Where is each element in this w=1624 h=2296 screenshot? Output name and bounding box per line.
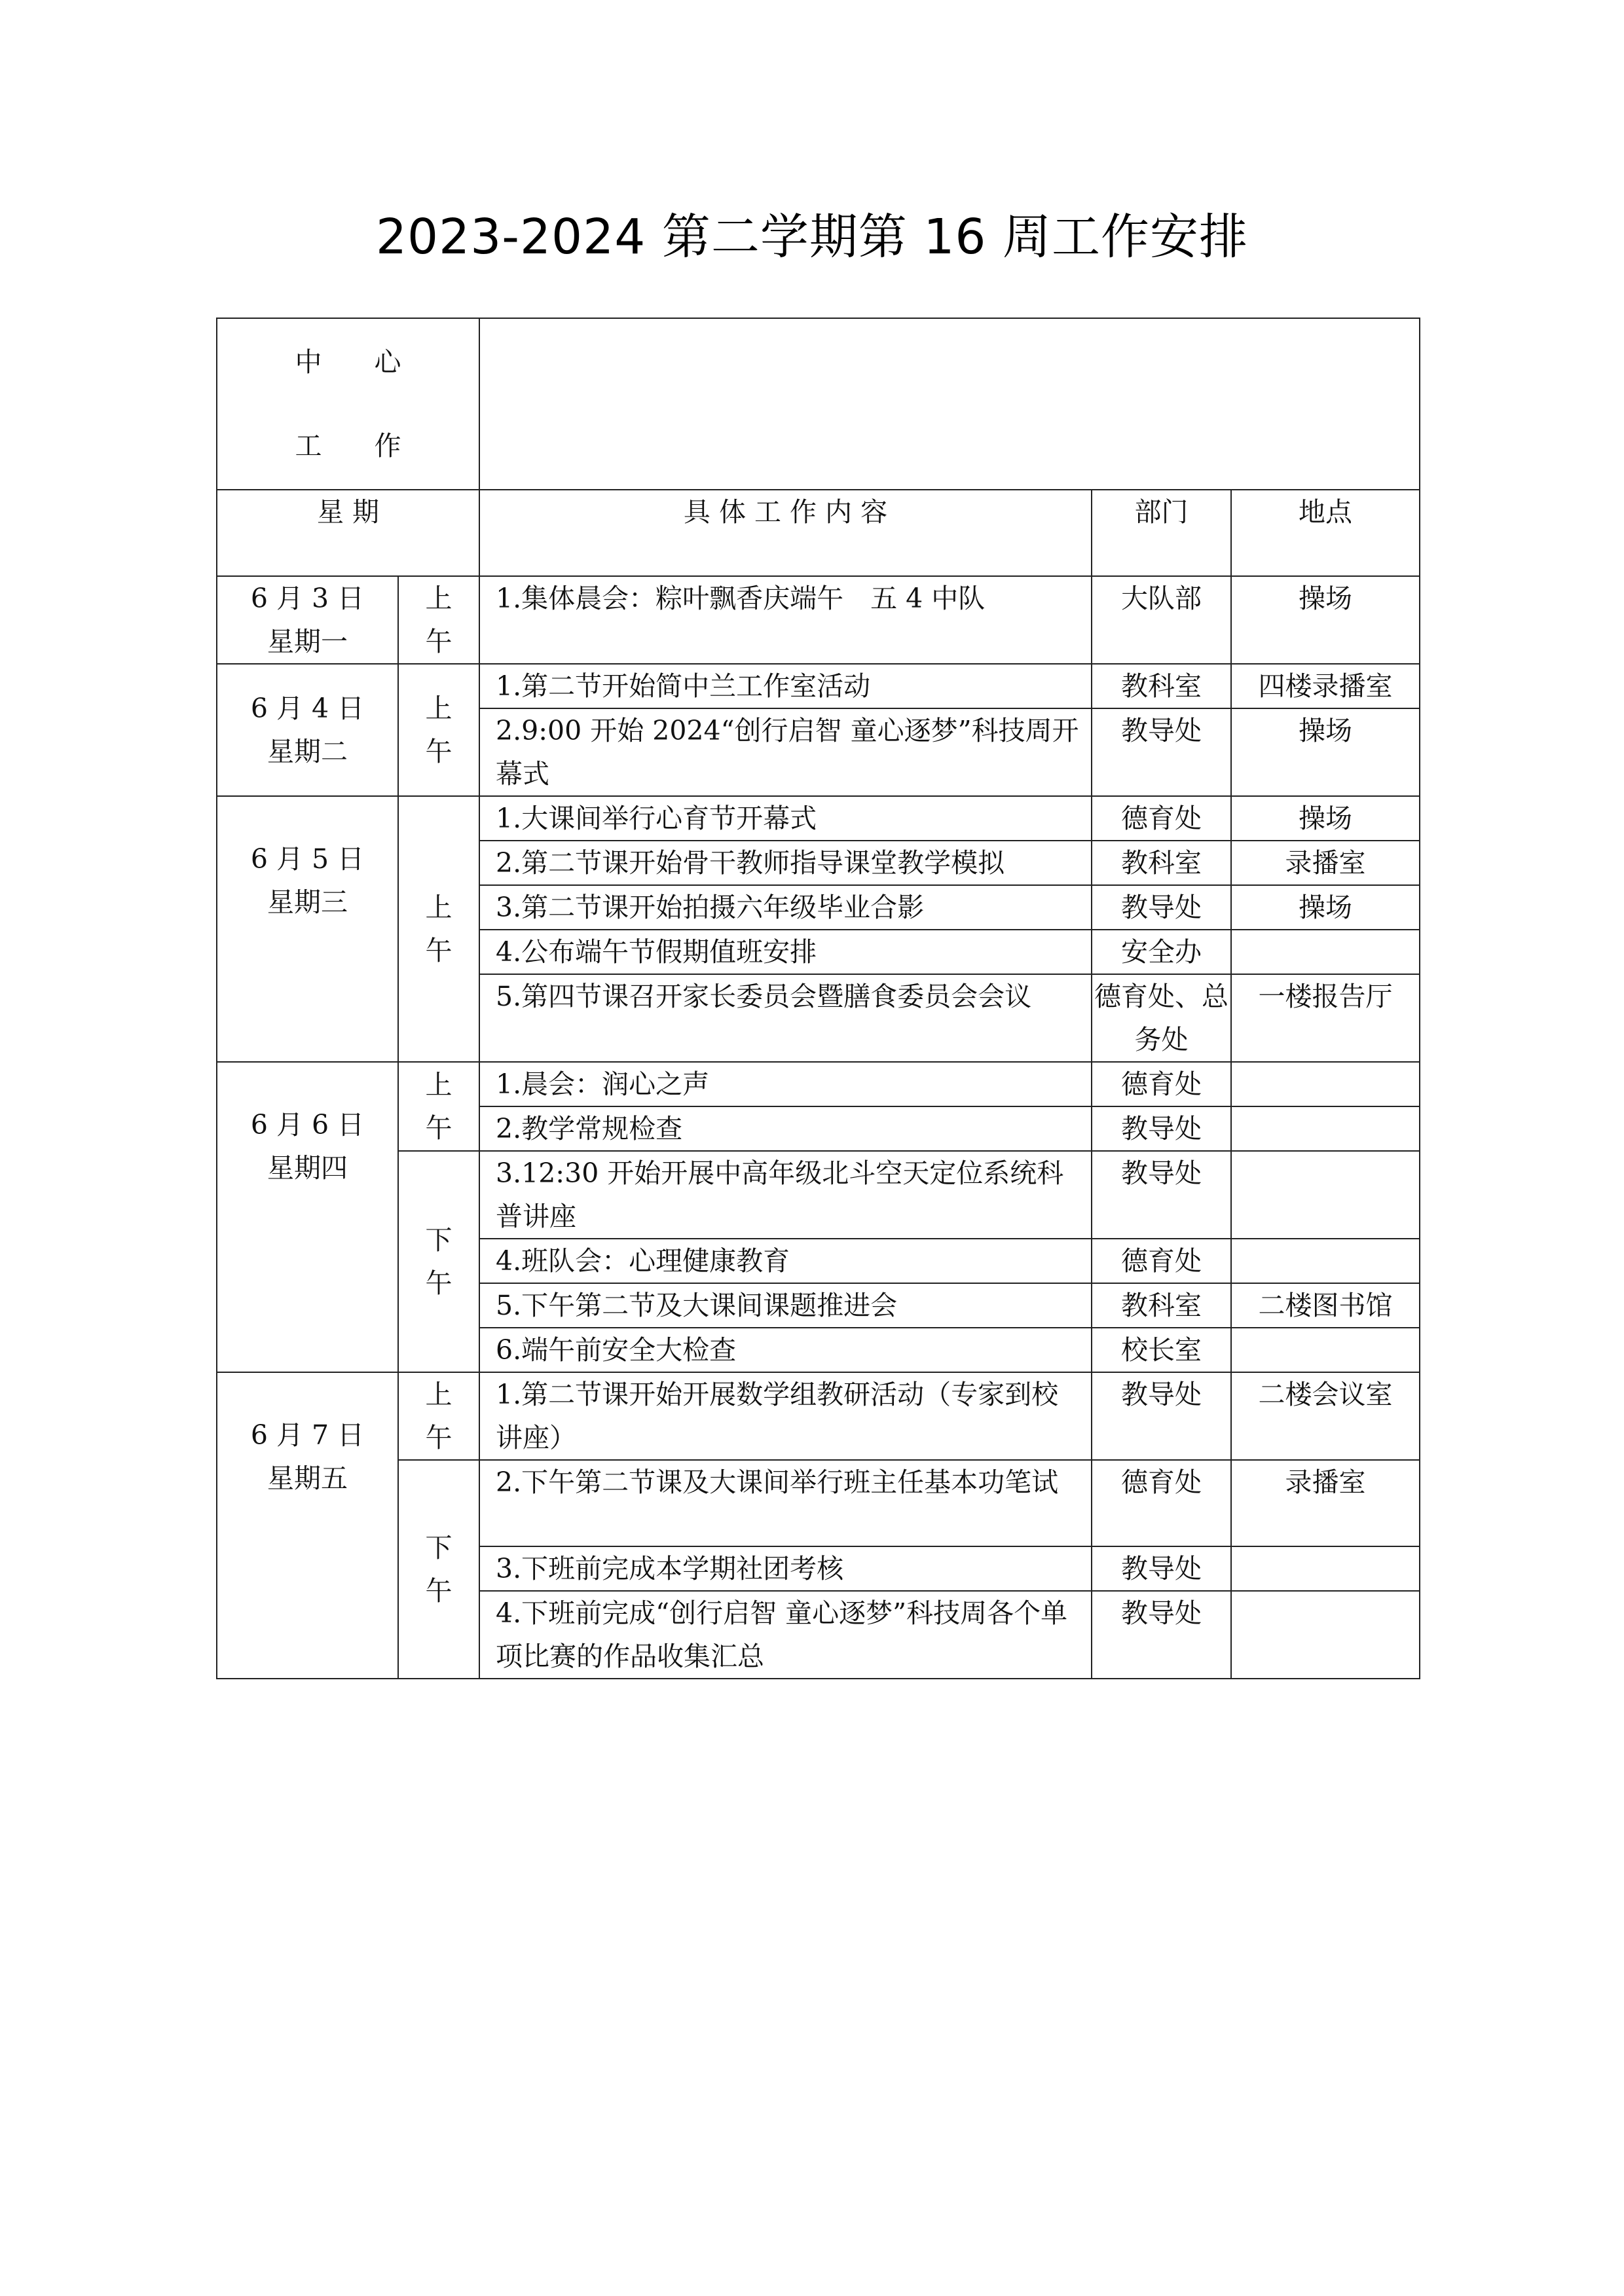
task-department: 教导处	[1092, 1151, 1231, 1239]
period-label-char: 上	[425, 1069, 452, 1101]
task-text: 5.下午第二节及大课间课题推进会	[479, 1283, 1092, 1328]
day-date-cell	[217, 796, 398, 1062]
period-label-char: 上	[425, 693, 452, 724]
task-location: 录播室	[1231, 1460, 1420, 1546]
period-am	[398, 1372, 479, 1460]
task-location: 四楼录播室	[1231, 664, 1420, 708]
period-am	[398, 1062, 479, 1151]
day-date: 6 月 3 日	[250, 583, 365, 614]
task-location: 二楼图书馆	[1231, 1283, 1420, 1328]
task-text: 1.大课间举行心育节开幕式	[479, 796, 1092, 841]
task-department: 大队部	[1092, 576, 1231, 664]
task-text: 2.下午第二节课及大课间举行班主任基本功笔试	[479, 1460, 1092, 1546]
task-department: 安全办	[1092, 930, 1231, 974]
task-department: 教科室	[1092, 1283, 1231, 1328]
task-department: 校长室	[1092, 1328, 1231, 1372]
day-date: 6 月 4 日	[250, 693, 365, 724]
task-location: 操场	[1231, 796, 1420, 841]
task-text: 4.班队会：心理健康教育	[479, 1239, 1092, 1283]
task-location: 操场	[1231, 708, 1420, 796]
task-department: 德育处、总务处	[1092, 974, 1231, 1062]
task-location	[1231, 1151, 1420, 1239]
task-location: 二楼会议室	[1231, 1372, 1420, 1460]
task-text: 2.9:00 开始 2024“创行启智 童心逐梦”科技周开幕式	[479, 708, 1092, 796]
day-date: 6 月 6 日	[250, 1109, 365, 1140]
task-text: 2.第二节课开始骨干教师指导课堂教学模拟	[479, 841, 1092, 885]
header-department: 部门	[1092, 490, 1231, 576]
period-label-char: 下	[425, 1224, 452, 1256]
period-label-char: 午	[425, 736, 452, 767]
task-text: 4.下班前完成“创行启智 童心逐梦”科技周各个单项比赛的作品收集汇总	[479, 1591, 1092, 1679]
task-text: 6.端午前安全大检查	[479, 1328, 1092, 1372]
header-weekday: 星 期	[217, 490, 479, 576]
task-text: 3.第二节课开始拍摄六年级毕业合影	[479, 885, 1092, 930]
period-am	[398, 664, 479, 796]
center-work-label	[217, 318, 479, 490]
period-label-char: 下	[425, 1532, 452, 1563]
period-label-char: 午	[425, 626, 452, 657]
task-department: 教科室	[1092, 664, 1231, 708]
day-date-cell	[217, 576, 398, 664]
task-department: 教科室	[1092, 841, 1231, 885]
task-department: 教导处	[1092, 1372, 1231, 1460]
task-department: 教导处	[1092, 1546, 1231, 1591]
center-work-label-line1: 中心	[295, 346, 454, 378]
day-date: 6 月 5 日	[250, 843, 365, 875]
task-location	[1231, 1591, 1420, 1679]
task-department: 教导处	[1092, 708, 1231, 796]
center-work-label-line2: 工作	[295, 430, 454, 462]
center-work-content	[479, 318, 1420, 490]
period-label-char: 上	[425, 583, 452, 614]
period-pm	[398, 1460, 479, 1679]
header-content: 具 体 工 作 内 容	[479, 490, 1092, 576]
task-text: 2.教学常规检查	[479, 1106, 1092, 1151]
day-weekday: 星期一	[267, 626, 348, 657]
task-text: 5.第四节课召开家长委员会暨膳食委员会会议	[479, 974, 1092, 1062]
task-text: 1.集体晨会：粽叶飘香庆端午 五 4 中队	[479, 576, 1092, 664]
task-location	[1231, 1062, 1420, 1106]
task-text: 3.下班前完成本学期社团考核	[479, 1546, 1092, 1591]
day-weekday: 星期五	[267, 1463, 348, 1494]
task-text: 1.晨会：润心之声	[479, 1062, 1092, 1106]
task-location: 操场	[1231, 885, 1420, 930]
period-am	[398, 796, 479, 1062]
task-department: 教导处	[1092, 885, 1231, 930]
period-label-char: 上	[425, 892, 452, 923]
task-department: 德育处	[1092, 1062, 1231, 1106]
schedule-table	[216, 318, 1420, 1679]
period-label-char: 午	[425, 1422, 452, 1453]
task-department: 教导处	[1092, 1591, 1231, 1679]
task-department: 教导处	[1092, 1106, 1231, 1151]
task-location: 操场	[1231, 576, 1420, 664]
day-weekday: 星期三	[267, 886, 348, 918]
day-weekday: 星期二	[267, 736, 348, 767]
header-location: 地点	[1231, 490, 1420, 576]
task-text: 1.第二节课开始开展数学组教研活动（专家到校讲座）	[479, 1372, 1092, 1460]
page-title: 2023-2024 第二学期第 16 周工作安排	[375, 209, 1249, 265]
task-location: 一楼报告厅	[1231, 974, 1420, 1062]
period-label-char: 午	[425, 1267, 452, 1299]
task-text: 3.12:30 开始开展中高年级北斗空天定位系统科普讲座	[479, 1151, 1092, 1239]
period-label-char: 午	[425, 1575, 452, 1607]
day-date-cell	[217, 1062, 398, 1372]
task-location: 录播室	[1231, 841, 1420, 885]
task-text: 1.第二节开始简中兰工作室活动	[479, 664, 1092, 708]
day-date-cell	[217, 1372, 398, 1679]
task-department: 德育处	[1092, 1239, 1231, 1283]
task-department: 德育处	[1092, 1460, 1231, 1546]
period-label-char: 上	[425, 1379, 452, 1410]
day-date-cell	[217, 664, 398, 796]
task-location	[1231, 1328, 1420, 1372]
task-text: 4.公布端午节假期值班安排	[479, 930, 1092, 974]
task-location	[1231, 1106, 1420, 1151]
period-label-char: 午	[425, 935, 452, 966]
period-pm	[398, 1151, 479, 1372]
task-location	[1231, 1546, 1420, 1591]
task-department: 德育处	[1092, 796, 1231, 841]
task-location	[1231, 1239, 1420, 1283]
task-location	[1231, 930, 1420, 974]
day-weekday: 星期四	[267, 1152, 348, 1184]
period-label-char: 午	[425, 1112, 452, 1144]
day-date: 6 月 7 日	[250, 1419, 365, 1451]
period-am	[398, 576, 479, 664]
